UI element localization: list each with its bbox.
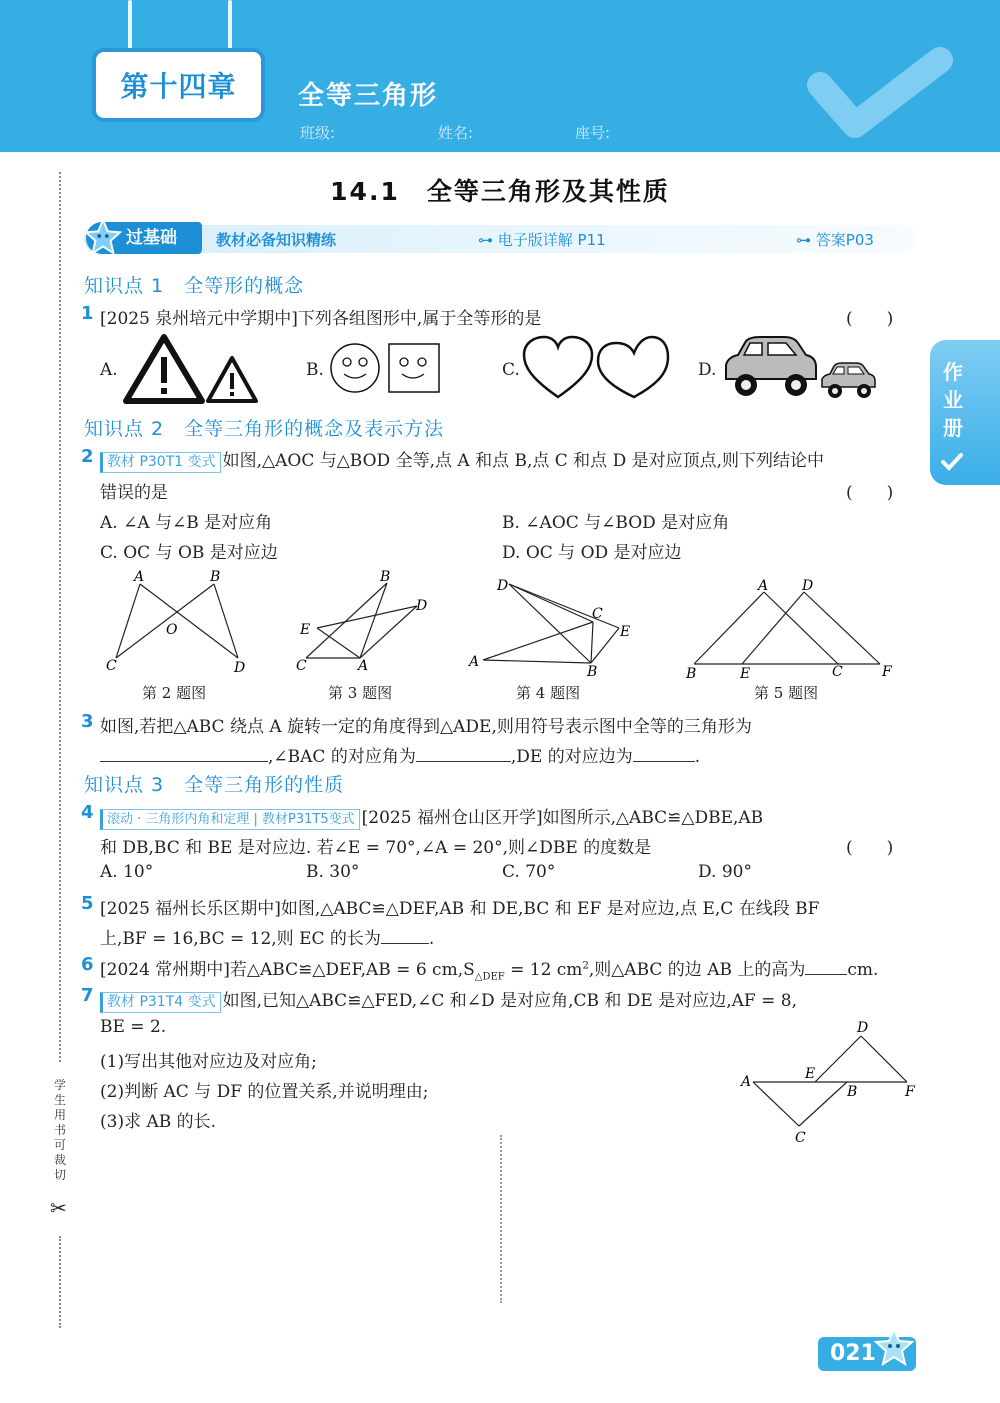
banner-tag: 过基础 bbox=[86, 222, 202, 254]
ebook-label: 电子版详解 P11 bbox=[497, 231, 606, 249]
chapter-number: 第十四章 bbox=[120, 70, 237, 103]
cars-figure bbox=[720, 335, 885, 403]
faces-figure bbox=[328, 342, 443, 394]
question-number: 4 bbox=[81, 802, 94, 823]
question-3-line-1: 如图,若把△ABC 绕点 A 旋转一定的角度得到△ADE,则用符号表示图中全等的三角形为 bbox=[100, 717, 752, 737]
answer-link[interactable] bbox=[796, 229, 874, 250]
warning-triangles-figure bbox=[120, 333, 260, 405]
question-number: 7 bbox=[81, 985, 94, 1006]
key-icon: ⊶ bbox=[796, 231, 816, 249]
question-7-part-2: (2)判断 AC 与 DF 的位置关系,并说明理由; bbox=[100, 1082, 429, 1102]
point-label: B bbox=[210, 569, 221, 585]
answer-blank[interactable] bbox=[416, 748, 511, 762]
answer-blank[interactable] bbox=[805, 961, 847, 975]
question-5-line-2 bbox=[100, 924, 434, 949]
chapter-title: 全等三角形 bbox=[298, 81, 439, 111]
question-number: 3 bbox=[81, 711, 94, 732]
textbook-tag: 教材 P31T4 变式 bbox=[100, 992, 221, 1013]
question-6-line bbox=[100, 955, 878, 982]
question-7-line-1 bbox=[100, 986, 797, 1013]
question-3-text: ,DE 的对应边为 bbox=[510, 747, 633, 767]
point-label: A bbox=[741, 1074, 752, 1090]
answer-paren: ( ) bbox=[846, 483, 894, 503]
cut-label: 学生用书可裁切 bbox=[53, 1078, 66, 1182]
textbook-tag: 滚动 · 三角形内角和定理 | 教材P31T5变式 bbox=[100, 809, 360, 830]
answer-paren: ( ) bbox=[846, 309, 894, 329]
point-label: A bbox=[134, 569, 145, 585]
answer-blank[interactable] bbox=[381, 930, 429, 944]
area-subscript: △DEF bbox=[474, 971, 505, 983]
point-label: B bbox=[847, 1084, 858, 1100]
question-5-line-1: [2025 福州长乐区期中]如图,△ABC≌△DEF,AB 和 DE,BC 和 EF 是对应边,点 E,C 在线段 BF bbox=[100, 899, 820, 919]
figure-4-caption: 第 4 题图 bbox=[516, 684, 581, 702]
point-label: F bbox=[882, 664, 892, 680]
point-label: E bbox=[620, 624, 631, 640]
question-3-text: . bbox=[694, 747, 701, 767]
option-c: C. OC 与 OB 是对应边 bbox=[100, 543, 278, 563]
ebook-link[interactable] bbox=[478, 229, 606, 250]
binder-hook bbox=[128, 0, 132, 50]
hearts-figure bbox=[522, 335, 670, 401]
question-7-part-3: (3)求 AB 的长. bbox=[100, 1112, 217, 1132]
question-7-text: 如图,已知△ABC≌△FED,∠C 和∠D 是对应角,CB 和 DE 是对应边,AF = 8, bbox=[222, 991, 797, 1011]
scissors-icon: ✂ bbox=[50, 1196, 67, 1220]
homework-side-tab[interactable] bbox=[930, 340, 1000, 485]
section-title: 14.1 全等三角形及其性质 bbox=[330, 177, 670, 206]
answer-paren: ( ) bbox=[846, 838, 894, 858]
point-label: D bbox=[802, 578, 814, 594]
chapter-badge bbox=[92, 48, 265, 122]
figure-3-diagram bbox=[292, 568, 437, 680]
figure-5-diagram bbox=[680, 568, 900, 680]
seat-field-label: 座号: bbox=[575, 124, 611, 142]
option-b: B. bbox=[306, 360, 324, 380]
figure-2-caption: 第 2 题图 bbox=[142, 684, 207, 702]
point-label: O bbox=[166, 622, 178, 638]
option-a: A. bbox=[100, 360, 118, 380]
figure-3-caption: 第 3 题图 bbox=[328, 684, 393, 702]
question-3-text: ,∠BAC 的对应角为 bbox=[268, 747, 416, 767]
point-label: D bbox=[497, 578, 509, 594]
question-6-text: ,则△ABC 的边 AB 上的高为 bbox=[588, 960, 806, 980]
checkmark-icon bbox=[800, 40, 960, 150]
knowledge-point-2: 知识点 2 全等三角形的概念及表示方法 bbox=[84, 418, 445, 440]
question-4-text: [2025 福州仓山区开学]如图所示,△ABC≌△DBE,AB bbox=[361, 808, 764, 828]
answer-label: 答案P03 bbox=[815, 231, 874, 249]
banner-subtitle: 教材必备知识精练 bbox=[216, 231, 337, 249]
point-label: A bbox=[358, 658, 369, 674]
point-label: C bbox=[795, 1130, 806, 1146]
knowledge-point-1: 知识点 1 全等形的概念 bbox=[84, 275, 305, 297]
question-number: 2 bbox=[81, 446, 94, 467]
name-field-label: 姓名: bbox=[438, 124, 474, 142]
question-5-text: . bbox=[428, 929, 435, 949]
point-label: D bbox=[857, 1020, 869, 1036]
binder-hook bbox=[228, 0, 232, 50]
question-3-line-2 bbox=[100, 742, 700, 767]
mascot-star-icon bbox=[84, 218, 122, 256]
page-number-badge bbox=[818, 1337, 916, 1371]
question-6-text: = 12 cm bbox=[504, 960, 583, 980]
point-label: F bbox=[905, 1084, 915, 1100]
figure-5-caption: 第 5 题图 bbox=[754, 684, 819, 702]
option-c: C. 70° bbox=[502, 862, 556, 882]
question-1-text: [2025 泉州培元中学期中]下列各组图形中,属于全等形的是 bbox=[100, 309, 542, 329]
option-d: D. bbox=[698, 360, 717, 380]
question-2-text: 如图,△AOC 与△BOD 全等,点 A 和点 B,点 C 和点 D 是对应顶点,则下列结论中 bbox=[222, 451, 825, 471]
checkmark-icon bbox=[940, 452, 964, 472]
answer-blank[interactable] bbox=[100, 748, 268, 762]
cut-line bbox=[59, 172, 61, 1062]
question-6-text: [2024 常州期中]若△ABC≌△DEF,AB = 6 cm,S bbox=[100, 960, 475, 980]
point-label: B bbox=[380, 569, 391, 585]
question-5-text: 上,BF = 16,BC = 12,则 EC 的长为 bbox=[100, 929, 381, 949]
option-b: B. ∠AOC 与∠BOD 是对应角 bbox=[502, 513, 730, 533]
point-label: D bbox=[234, 660, 246, 676]
cut-line bbox=[59, 1236, 61, 1328]
point-label: C bbox=[106, 658, 117, 674]
point-label: C bbox=[592, 606, 603, 622]
point-label: C bbox=[296, 658, 307, 674]
question-7-part-1: (1)写出其他对应边及对应角; bbox=[100, 1052, 317, 1072]
answer-blank[interactable] bbox=[633, 748, 695, 762]
option-d: D. 90° bbox=[698, 862, 752, 882]
point-label: C bbox=[832, 664, 843, 680]
option-a: A. ∠A 与∠B 是对应角 bbox=[100, 513, 273, 533]
point-label: B bbox=[587, 664, 598, 680]
option-a: A. 10° bbox=[100, 862, 154, 882]
point-label: A bbox=[469, 654, 480, 670]
question-6-text: cm. bbox=[847, 960, 879, 980]
question-number: 1 bbox=[81, 303, 94, 324]
key-icon: ⊶ bbox=[478, 231, 498, 249]
point-label: E bbox=[300, 622, 311, 638]
point-label: B bbox=[686, 666, 697, 680]
point-label: E bbox=[740, 666, 751, 680]
point-label: E bbox=[805, 1066, 816, 1082]
knowledge-point-3: 知识点 3 全等三角形的性质 bbox=[84, 774, 345, 796]
class-field-label: 班级: bbox=[300, 124, 336, 142]
figure-4-diagram bbox=[465, 568, 640, 680]
question-7-line-2: BE = 2. bbox=[100, 1017, 167, 1037]
question-4-line-2: 和 DB,BC 和 BE 是对应边. 若∠E = 70°,∠A = 20°,则∠DBE 的度数是 bbox=[100, 838, 652, 858]
figure-2-diagram bbox=[100, 568, 260, 680]
chapter-header bbox=[0, 0, 1000, 152]
unit-superscript: 2 bbox=[582, 960, 589, 972]
question-4-line-1 bbox=[100, 803, 763, 830]
question-2-line-2: 错误的是 bbox=[100, 483, 168, 503]
mascot-star-icon bbox=[874, 1327, 914, 1371]
question-number: 5 bbox=[81, 893, 94, 914]
point-label: A bbox=[758, 578, 769, 594]
side-tab-label: 作业册 bbox=[943, 360, 963, 440]
option-b: B. 30° bbox=[306, 862, 360, 882]
question-number: 6 bbox=[81, 954, 94, 975]
question-2-line-1 bbox=[100, 446, 824, 473]
page-number: 021 bbox=[830, 1341, 876, 1366]
textbook-tag: 教材 P30T1 变式 bbox=[100, 452, 221, 473]
option-d: D. OC 与 OD 是对应边 bbox=[502, 543, 682, 563]
answer-area-divider bbox=[500, 1135, 502, 1303]
figure-7-diagram bbox=[735, 1018, 925, 1148]
point-label: D bbox=[416, 598, 428, 614]
option-c: C. bbox=[502, 360, 520, 380]
